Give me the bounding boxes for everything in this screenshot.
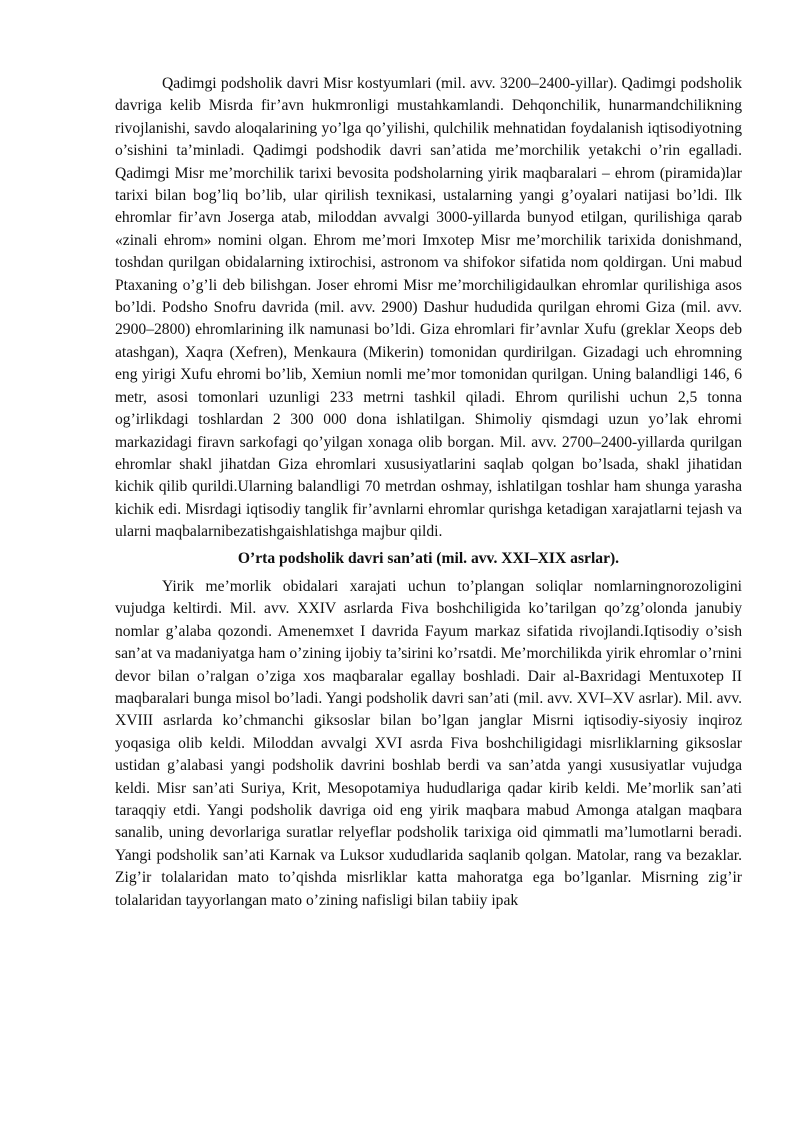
section-heading: O’rta podsholik davri san’ati (mil. avv. XXI–XIX asrlar). [237,549,620,567]
body-paragraph-1: Qadimgi podsholik davri Misr kostyumlari (mil. avv. 3200–2400-yillar). Qadimgi podsholik davriga kelib Misrda fir’avn hukmronligi mustahkamlandi. Dehqonchilik, hunarmandchilikning rivojlanishi, savdo aloqalarining yo’lga qo’yilishi, qulchilik mehnatidan foydalanish iqtisodiyotning o’sishini ta’minladi. Qadimgi podshodik davri san’atida me’morchilik yetakchi o’rin egalladi. Qadimgi Misr me’morchilik tarixi bevosita podsholarning yirik maqbaralari – ehrom (piramida)lar tarixi bilan bog’liq bo’lib, ular qirilish texnikasi, ustalarning yangi g’oyalari natijasi bo’ldi. Ilk ehromlar fir’avn Joserga atab, miloddan avvalgi 3000-yillarda bunyod etilgan, qurilishiga qarab «zinali ehrom» nomini olgan. Ehrom me’mori Imxotep Misr me’morchilik tarixida donishmand, toshdan qurilgan obidalarning ixtirochisi, astronom va shifokor sifatida nom qoldirgan. Uni mabud Ptaxaning o’g’li deb bilishgan. Joser ehromi Misr me’morchiligidaulkan ehromlar qurilishiga asos bo’ldi. Podsho Snofru davrida (mil. avv. 2900) Dashur hududida qurilgan ehromi Giza (mil. avv. 2900–2800) ehromlarining ilk namunasi bo’ldi. Giza ehromlari fir’avnlar Xufu (greklar Xeops deb atashgan), Xaqra (Xefren), Menkaura (Mikerin) tomonidan qurdirilgan. Gizadagi uch ehromning eng yirigi Xufu ehromi bo’lib, Xemiun nomli me’mor tomonidan qurilgan. Uning balandligi 146, 6 metr, asosi tomonlari uzunligi 233 metrni tashkil qiladi. Ehrom qurilishi uchun 2,5 tonna og’irlikdagi toshlardan 2 300 000 dona ishlatilgan. Shimoliy qismdagi uzun yo’lak ehromi markazidagi firavn sarkofagi qo’yilgan xonaga olib borgan. Mil. avv. 2700–2400-yillarda qurilgan ehromlar shakl jihatdan Giza ehromlari xususiyatlarini saqlab qolgan bo’lsada, shakl jihatidan kichik qilib qurildi.Ularning balandligi 70 metrdan oshmay, ishlatilgan toshlar ham shunga yarasha kichik edi. Misrdagi iqtisodiy tanglik fir’avnlarni ehromlar qurishga ketadigan xarajatlarni tejash va ularni maqbalarnibezatishgaishlatishga majbur qildi. [115,75,742,541]
document-page [115,73,742,912]
body-paragraph-2: Yirik me’morlik obidalari xarajati uchun to’plangan soliqlar nomlarningnorozoligini vujudga keltirdi. Mil. avv. XXIV asrlarda Fiva boshchiligida ko’tarilgan qo’zg’olonda janubiy nomlar g’alaba qozondi. Amenemxet I davrida Fayum markaz sifatida rivojlandi.Iqtisodiy o’sish san’at va madaniyatga ham o’zining ijobiy ta’sirini ko’rsatdi. Me’morchilikda yirik ehromlar o’rnini devor bilan o’ralgan o’ziga xos maqbaralar egallay boshladi. Dair al-Baxridagi Mentuxotep II maqbaralari bunga misol bo’ladi. Yangi podsholik davri san’ati (mil. avv. XVI–XV asrlar). Mil. avv. XVIII asrlarda ko’chmanchi giksoslar bilan bo’lgan janglar Misrni iqtisodiy-siyosiy inqiroz yoqasiga olib keldi. Miloddan avvalgi XVI asrda Fiva boshchiligidagi misrliklarning giksoslar ustidan g’alabasi yangi podsholik davrini boshlab berdi va san’atda yangi xususiyatlar vujudga keldi. Misr san’ati Suriya, Krit, Mesopotamiya hududlariga qadar kirib keldi. Me’morlik san’ati taraqqiy etdi. Yangi podsholik davriga oid eng yirik maqbara mabud Amonga atalgan maqbara sanalib, uning devorlariga suratlar relyeflar podsholik tarixiga oid qimmatli ma’lumotlarni beradi. Yangi podsholik san’ati Karnak va Luksor xududlarida saqlanib qolgan. Matolar, rang va bezaklar. Zig’ir tolalaridan mato to’qishda misrliklar katta mahoratga ega bo’lganlar. Misrning zig’ir tolalaridan tayyorlangan mato o’zining nafisligi bilan tabiiy ipak [115,577,742,909]
